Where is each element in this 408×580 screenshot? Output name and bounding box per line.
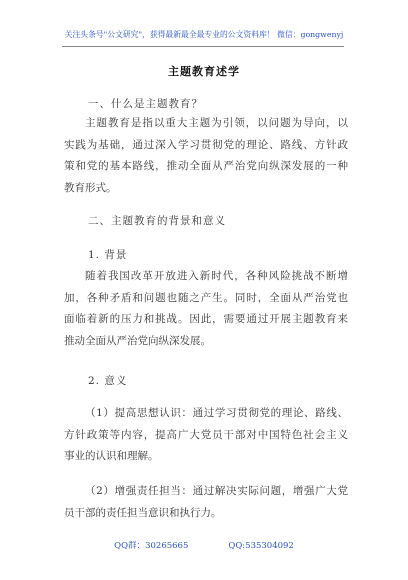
- paragraph-line: 面临着新的压力和挑战。因此，需要通过开展主题教育来: [64, 313, 348, 326]
- footer-qq-group: QQ群：30265665: [114, 541, 189, 551]
- paragraph-point-1: [64, 403, 348, 468]
- section-heading-background: 二、主题教育的背景和意义: [88, 215, 226, 227]
- paragraph-line: 随着我国改革开放进入新时代，各种风险挑战不断增: [85, 270, 348, 282]
- header-divider: [62, 46, 344, 47]
- paragraph-background: [64, 266, 348, 353]
- paragraph-line: 教育形式。: [64, 182, 117, 195]
- footer-contact: [0, 539, 408, 551]
- paragraph-line: （1）提高思想认识：通过学习贯彻党的理论、路线、: [85, 407, 348, 419]
- paragraph-line: 策和党的基本路线，推动全面从严治党向纵深发展的一种: [64, 160, 348, 173]
- section-heading-what-is: 一、什么是主题教育？: [88, 98, 203, 110]
- paragraph-line: 方针政策等内容，提高广大党员干部对中国特色社会主义: [64, 428, 348, 441]
- paragraph-line: 实践为基础，通过深入学习贯彻党的理论、路线、方针政: [64, 138, 348, 151]
- paragraph-line: 员干部的责任担当意识和执行力。: [64, 506, 222, 519]
- paragraph-line: 加，各种矛盾和问题也随之产生。同时，全面从严治党也: [64, 291, 348, 304]
- paragraph-line: （2）增强责任担当：通过解决实际问题，增强广大党: [85, 485, 348, 497]
- paragraph-definition: [64, 113, 348, 200]
- subsection-heading-background: 1. 背景: [88, 249, 128, 261]
- paragraph-line: 推动全面从严治党向纵深发展。: [64, 335, 211, 348]
- paragraph-line: 主题教育是指以重大主题为引领，以问题为导向，以: [85, 117, 348, 129]
- paragraph-line: 事业的认识和理解。: [64, 450, 159, 463]
- header-note: 关注头条号"公文研究"，获得最新最全最专业的公文资料库！ 微信：gongwenyj: [64, 30, 344, 39]
- footer-qq-number: QQ:535304092: [228, 541, 294, 551]
- subsection-heading-significance: 2. 意义: [88, 375, 128, 387]
- document-title: 主题教育述学: [168, 65, 240, 78]
- paragraph-point-2: [64, 481, 348, 524]
